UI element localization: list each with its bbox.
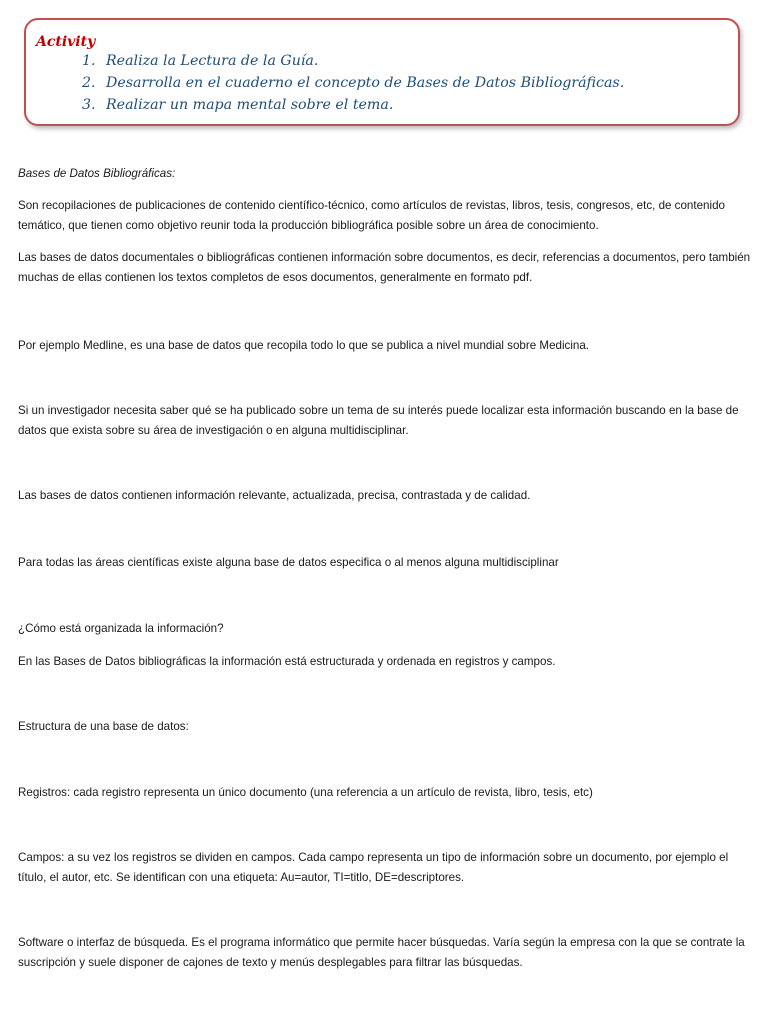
paragraph-question: ¿Cómo está organizada la información? xyxy=(18,622,224,635)
paragraph-medline: Por ejemplo Medline, es una base de datos que recopila todo lo que se publica a nivel mundial sobre Medicina. xyxy=(18,339,590,352)
activity-item xyxy=(82,50,738,72)
paragraph-campos: Campos: a su vez los registros se dividen en campos. Cada campo representa un tipo de información sobre un documento, por ejemplo el título, el autor, etc. Se identifican con una etiqueta: Au=autor, TI=titlo, DE=descriptores. xyxy=(18,851,729,884)
activity-item xyxy=(82,94,738,116)
paragraph-documental: Las bases de datos documentales o bibliográficas contienen información sobre documentos, es decir, referencias a documentos, pero también muchas de ellas contienen los textos completos de esos documentos, generalmente en formato pdf. xyxy=(18,251,751,284)
paragraph-estructura: Estructura de una base de datos: xyxy=(18,720,189,733)
activity-item-text: Desarrolla en el cuaderno el concepto de Bases de Datos Bibliográficas. xyxy=(106,75,625,91)
activity-title: Activity xyxy=(36,34,96,50)
activity-box xyxy=(24,18,740,126)
activity-list xyxy=(36,50,738,116)
paragraph-investigador: Si un investigador necesita saber qué se ha publicado sobre un tema de su interés puede localizar esta información buscando en la base de datos que exista sobre su área de investigación o en alguna multidisciplinar. xyxy=(18,404,739,437)
activity-item-number: 3. xyxy=(82,97,96,113)
activity-item xyxy=(82,72,738,94)
paragraph-areas: Para todas las áreas científicas existe alguna base de datos especifica o al menos alguna multidisciplinar xyxy=(18,556,559,569)
section-heading: Bases de Datos Bibliográficas: xyxy=(18,167,176,180)
activity-item-number: 2. xyxy=(82,75,96,91)
activity-item-number: 1. xyxy=(82,53,96,69)
activity-item-text: Realiza la Lectura de la Guía. xyxy=(106,53,319,69)
paragraph-organizacion: En las Bases de Datos bibliográficas la información está estructurada y ordenada en registros y campos. xyxy=(18,655,556,668)
paragraph-definition: Son recopilaciones de publicaciones de contenido científico-técnico, como artículos de revistas, libros, tesis, congresos, etc, de contenido temático, que tienen como objetivo reunir toda la producción bibliográfica posible sobre un área de conocimiento. xyxy=(18,199,725,232)
activity-item-text: Realizar un mapa mental sobre el tema. xyxy=(106,97,394,113)
paragraph-registros: Registros: cada registro representa un único documento (una referencia a un artículo de revista, libro, tesis, etc) xyxy=(18,786,593,799)
paragraph-informacion: Las bases de datos contienen información relevante, actualizada, precisa, contrastada y de calidad. xyxy=(18,489,531,502)
paragraph-software: Software o interfaz de búsqueda. Es el programa informático que permite hacer búsquedas. Varía según la empresa con la que se contrate la suscripción y suele disponer de cajones de texto y menús desplegables para filtrar las búsquedas. xyxy=(18,936,745,969)
